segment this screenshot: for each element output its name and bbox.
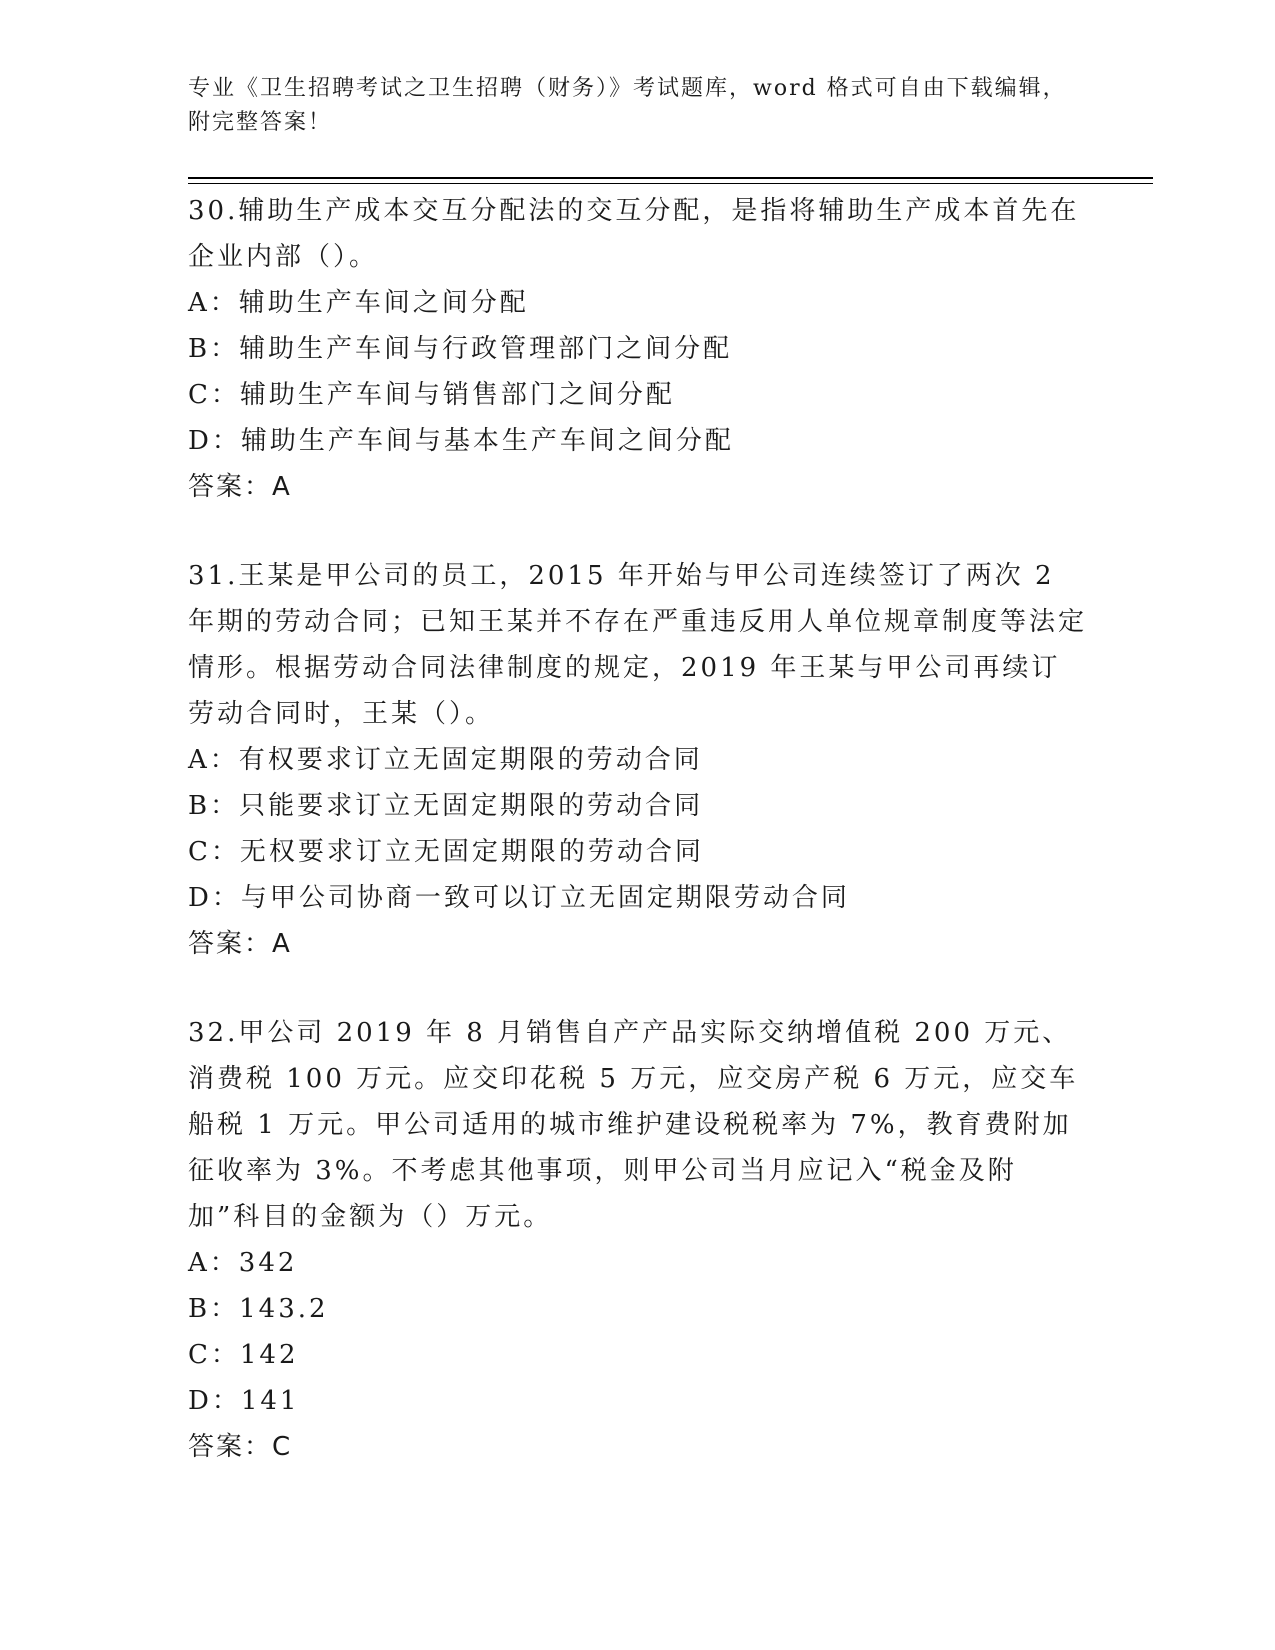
question-32 (188, 1010, 1088, 1470)
option-d: D：与甲公司协商一致可以订立无固定期限劳动合同 (188, 883, 850, 913)
option-d: D：141 (188, 1386, 300, 1416)
option-c: C：辅助生产车间与销售部门之间分配 (188, 380, 675, 410)
question-stem: 31.王某是甲公司的员工，2015 年开始与甲公司连续签订了两次 2 年期的劳动合同；已知王某并不存在严重违反用人单位规章制度等法定情形。根据劳动合同法律制度的规定，2019 年王某与甲公司再续订劳动合同时，王某（）。 (188, 561, 1088, 729)
header-divider-thick (188, 177, 1153, 179)
option-b: B：143.2 (188, 1294, 329, 1324)
answer-line: 答案：C (188, 1432, 293, 1462)
header-divider-thin (188, 183, 1153, 184)
question-30 (188, 188, 1088, 510)
question-stem: 32.甲公司 2019 年 8 月销售自产产品实际交纳增值税 200 万元、消费税 100 万元。应交印花税 5 万元，应交房产税 6 万元，应交车船税 1 万元。甲公司适用的城市维护建设税税率为 7%，教育费附加征收率为 3%。不考虑其他事项，则甲公司当月应记入“税金及附加”科目的金额为（）万元。 (188, 1018, 1079, 1232)
option-d: D：辅助生产车间与基本生产车间之间分配 (188, 426, 734, 456)
document-header: 专业《卫生招聘考试之卫生招聘（财务）》考试题库，word 格式可自由下载编辑，附完整答案！ (188, 76, 1067, 135)
answer-line: 答案：A (188, 472, 292, 502)
option-a: A：辅助生产车间之间分配 (188, 288, 529, 318)
answer-line: 答案：A (188, 929, 292, 959)
option-c: C：无权要求订立无固定期限的劳动合同 (188, 837, 704, 867)
option-b: B：辅助生产车间与行政管理部门之间分配 (188, 334, 733, 364)
question-stem: 30.辅助生产成本交互分配法的交互分配，是指将辅助生产成本首先在企业内部（）。 (188, 196, 1080, 272)
option-a: A：342 (188, 1248, 298, 1278)
option-c: C：142 (188, 1340, 299, 1370)
question-31 (188, 553, 1088, 967)
option-a: A：有权要求订立无固定期限的劳动合同 (188, 745, 703, 775)
option-b: B：只能要求订立无固定期限的劳动合同 (188, 791, 704, 821)
